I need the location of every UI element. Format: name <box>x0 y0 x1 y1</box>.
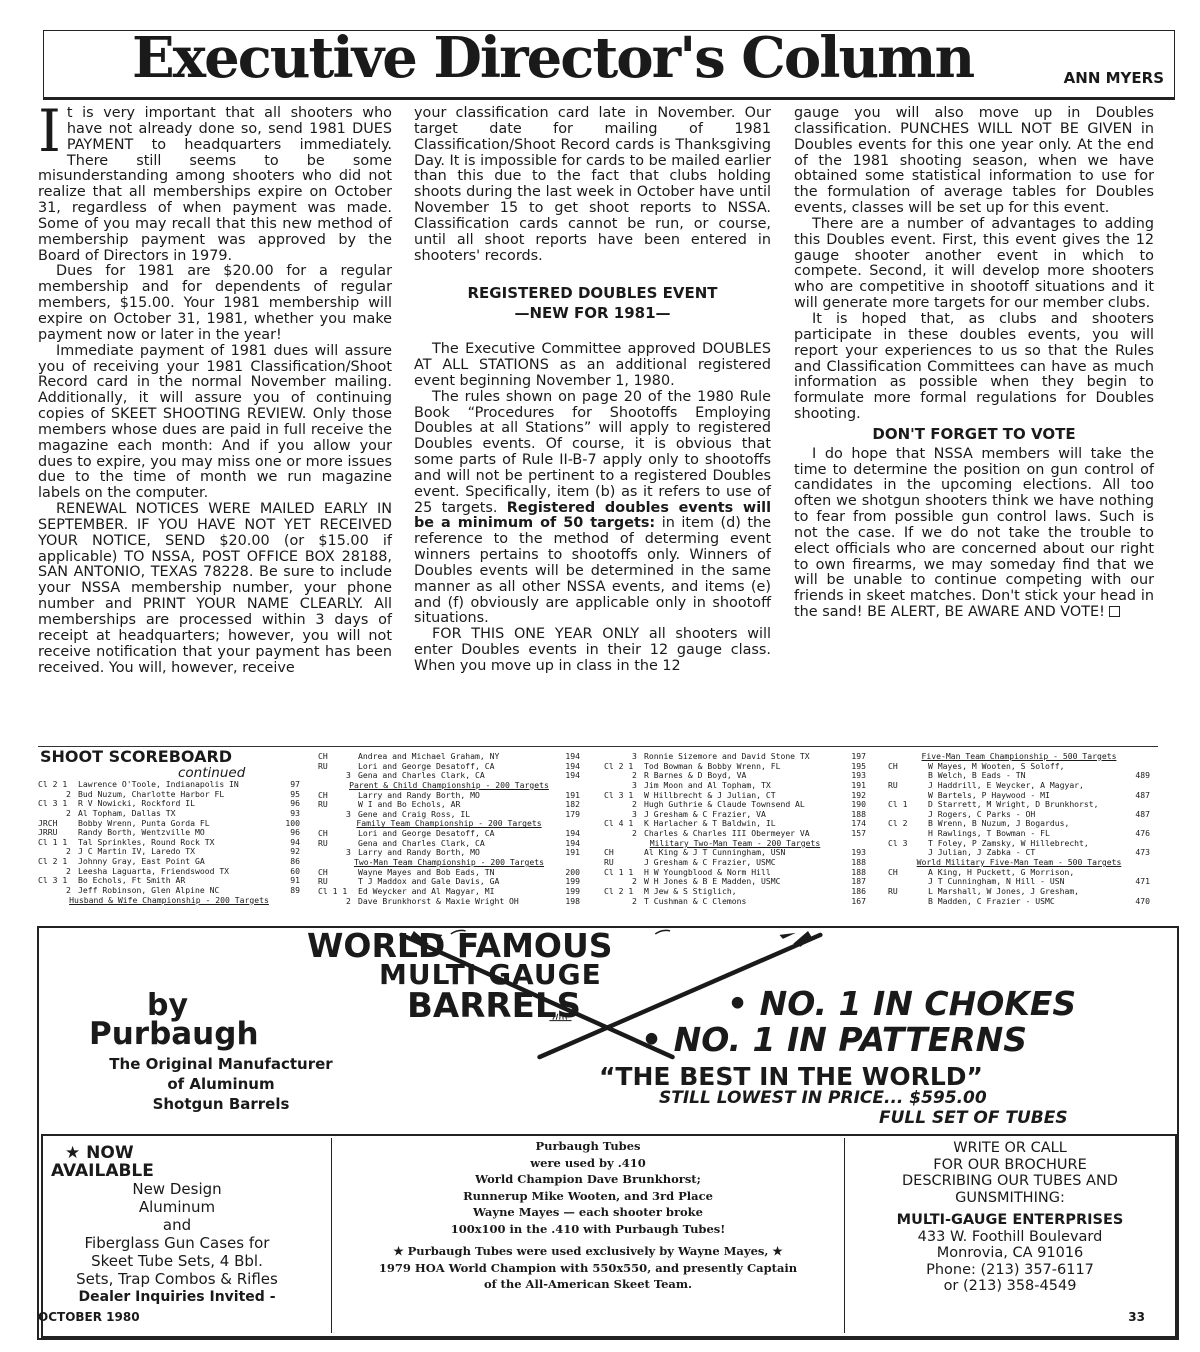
scoreboard-score: 193 <box>851 770 866 781</box>
article-paragraph: It is hoped that, as clubs and shooters participate in these doubles events, you will report your experiences to us so that the Rules and Classification Committees can have as much information as possible when they begin to formulate more formal regulations for Doubles shooting. <box>794 310 1154 423</box>
scoreboard-score: 200 <box>565 866 580 877</box>
scoreboard-score: 86 <box>290 856 300 867</box>
scoreboard-class: 2 <box>632 895 637 906</box>
scoreboard-name: Johnny Gray, East Point GA <box>78 856 205 867</box>
byline: ANN MYERS <box>1063 69 1164 87</box>
scoreboard-class: Cl 1 1 <box>38 836 68 847</box>
banner-flourish <box>655 930 670 934</box>
scoreboard-score: 489 <box>1135 770 1150 781</box>
scoreboard-column-3 <box>604 752 866 906</box>
scoreboard-class: Cl 2 1 <box>38 856 68 867</box>
scoreboard-name: B Wrenn, B Nuzum, J Bogardus, <box>928 818 1070 829</box>
scoreboard-name: J T Cunningham, N Hill - USN <box>928 876 1065 887</box>
scoreboard-score: 194 <box>565 837 580 848</box>
scoreboard-name: Larry and Randy Borth, MO <box>358 789 480 800</box>
scoreboard-class: 3 <box>632 751 637 761</box>
scoreboard-score: 174 <box>851 818 866 829</box>
scoreboard-name: Andrea and Michael Graham, NY <box>358 751 500 761</box>
scoreboard-event-heading: Military Two-Man Team - 200 Targets <box>649 837 821 848</box>
scoreboard-event-heading: World Military Five-Man Team - 500 Targets <box>916 857 1122 868</box>
scoreboard-name: J Haddrill, E Weycker, A Magyar, <box>928 779 1084 790</box>
scoreboard-score: 190 <box>851 799 866 810</box>
scoreboard-score: 187 <box>851 876 866 887</box>
scoreboard-class: Cl 1 <box>888 799 908 810</box>
scoreboard-class: 3 <box>346 770 351 781</box>
scoreboard-score: 487 <box>1135 808 1150 819</box>
article-paragraph: FOR THIS ONE YEAR ONLY all shooters will enter Doubles events in their 12 gauge class. When you move up in class in the 12 <box>414 626 771 674</box>
scoreboard-class: 2 <box>66 865 71 876</box>
scoreboard-class: RU <box>318 799 328 810</box>
scoreboard-name: L Marshall, W Jones, J Gresham, <box>928 885 1080 896</box>
scoreboard-score: 96 <box>290 798 300 809</box>
scoreboard-class: 2 <box>66 807 71 818</box>
barrel-fin <box>779 933 795 939</box>
scoreboard-score: 194 <box>565 751 580 761</box>
scoreboard-name: W Hillbrecht & J Julian, CT <box>644 789 776 800</box>
ad-claim: • NO. 1 IN CHOKES <box>727 984 1077 1023</box>
scoreboard-name: W Bartels, P Haywood - MI <box>928 789 1050 800</box>
scoreboard-name: Leesha Laguarta, Friendswood TX <box>78 865 230 876</box>
advertisement <box>37 926 1179 1340</box>
scoreboard-class: Cl 2 1 <box>604 885 634 896</box>
scoreboard-score: 470 <box>1135 895 1150 906</box>
page-number: 33 <box>1128 1310 1145 1324</box>
ad-headline: BARRELS <box>407 986 581 1026</box>
scoreboard-score: 199 <box>565 876 580 887</box>
scoreboard-score: 186 <box>851 885 866 896</box>
emphasis-text: Registered doubles events will be a minimum of 50 targets: <box>414 499 772 532</box>
column-header <box>43 25 1175 100</box>
scoreboard-score: 193 <box>851 847 866 858</box>
ad-headline: MULTI GAUGE <box>379 958 602 991</box>
scoreboard-score: 60 <box>290 865 300 876</box>
ad-champions-panel: Purbaugh Tubes were used by .410 World Champion Dave Brunkhorst; Runnerup Mike Wooten, and 3rd Place Wayne Mayes — each shooter broke 100x100 in the .410 with Purbaugh Tubes! ★ Purbaugh Tubes were used exclusively by Wayne Mayes, ★ 1979 HOA World Champion with 550x550, and presently Captain of the All-American Skeet Team. <box>331 1138 845 1333</box>
scoreboard-name: Gene and Craig Ross, IL <box>358 808 471 819</box>
scoreboard-name: Bo Echols, Ft Smith AR <box>78 875 186 886</box>
scoreboard-class: CH <box>604 847 614 858</box>
scoreboard-name: Tal Sprinkles, Round Rock TX <box>78 836 215 847</box>
scoreboard-name: B Madden, C Frazier - USMC <box>928 895 1055 906</box>
scoreboard-score: 91 <box>290 875 300 886</box>
scoreboard-name: Ronnie Sizemore and David Stone TX <box>644 751 810 761</box>
article-paragraph: Immediate payment of 1981 dues will assure you of receiving your 1981 Classification/Shoot Record card in the normal November mailing. Additionally, it will assure you of continuing copies of SKEET SHOOTING REVIEW. Only those members whose dues are paid in full receive the magazine each month: And if you allow your dues to expire, you may miss one or more issues due to the time of month we run magazine labels on the computer. <box>38 342 392 502</box>
scoreboard-score: 195 <box>851 760 866 771</box>
scoreboard-score: 188 <box>851 866 866 877</box>
scoreboard-name: Jim Moon and Al Topham, TX <box>644 779 771 790</box>
article-column-2 <box>414 106 771 675</box>
scoreboard-name: J Gresham & C Frazier, VA <box>644 808 766 819</box>
scoreboard-name: Lori and George Desatoff, CA <box>358 760 495 771</box>
scoreboard-class: Cl 3 1 <box>604 789 634 800</box>
article-paragraph: RENEWAL NOTICES WERE MAILED EARLY IN SEPTEMBER. IF YOU HAVE NOT YET RECEIVED YOUR NOTICE, SEND $20.00 (or $15.00 if applicable) TO NSSA, POST OFFICE BOX 28188, SAN ANTONIO, TEXAS 78228. Be sure to include your NSSA membership number, your phone number and PRINT YOUR NAME CLEARLY. All memberships are processed within 3 days of receipt at headquarters; however, you will not receive notification that your payment has been received. You will, however, receive <box>38 501 392 676</box>
scoreboard-class: Cl 3 1 <box>38 798 68 809</box>
scoreboard-event-heading: Two-Man Team Championship - 200 Targets <box>353 857 545 868</box>
issue-date: OCTOBER 1980 <box>38 1310 140 1324</box>
scoreboard-row <box>888 897 1150 907</box>
scoreboard-score: 473 <box>1135 847 1150 858</box>
scoreboard-class: Cl 1 1 <box>318 885 348 896</box>
scoreboard-column-2 <box>318 752 580 906</box>
ad-price: STILL LOWEST IN PRICE... $595.00 <box>659 1088 987 1108</box>
scoreboard-score: 100 <box>285 817 300 828</box>
scoreboard-name: M Jew & S Stiglich, <box>644 885 737 896</box>
scoreboard-name: W Mayes, M Wooten, S Soloff, <box>928 760 1065 771</box>
scoreboard-score: 95 <box>290 788 300 799</box>
article-column-3 <box>794 106 1154 621</box>
scoreboard-name: D Starrett, M Wright, D Brunkhorst, <box>928 799 1099 810</box>
scoreboard-name: T Foley, P Zamsky, W Hillebrecht, <box>928 837 1089 848</box>
scoreboard-score: 89 <box>290 885 300 896</box>
scoreboard-name: J Gresham & C Frazier, USMC <box>644 857 776 868</box>
scoreboard-name: A King, H Puckett, G Morrison, <box>928 866 1075 877</box>
scoreboard-name: Al King & J T Cunningham, USN <box>644 847 786 858</box>
scoreboard-score: 182 <box>565 799 580 810</box>
scoreboard-event-heading: Five-Man Team Championship - 500 Targets <box>921 751 1117 761</box>
ad-slogan: “THE BEST IN THE WORLD” <box>599 1062 983 1091</box>
scoreboard-name: T J Maddox and Gale Davis, GA <box>358 876 500 887</box>
scoreboard-class: RU <box>888 885 898 896</box>
scoreboard-class: CH <box>318 828 328 839</box>
scoreboard-column-4 <box>888 752 1150 906</box>
scoreboard-class: 3 <box>346 808 351 819</box>
scoreboard-score: 194 <box>565 770 580 781</box>
scoreboard-class: CH <box>318 751 328 761</box>
scoreboard-class: 2 <box>66 788 71 799</box>
scoreboard-column-1 <box>38 780 300 905</box>
scoreboard-score: 194 <box>565 760 580 771</box>
ad-headline: WORLD FAMOUS <box>307 926 613 965</box>
scoreboard-class: RU <box>604 857 614 868</box>
article-paragraph: The Executive Committee approved DOUBLES AT ALL STATIONS as an additional registered event beginning November 1, 1980. <box>414 341 771 389</box>
scoreboard-name: J Julian, J Zabka - CT <box>928 847 1036 858</box>
scoreboard-class: RU <box>318 876 328 887</box>
scoreboard-name: Al Topham, Dallas TX <box>78 807 176 818</box>
scoreboard-name: Dave Brunkhorst & Maxie Wright OH <box>358 895 519 906</box>
scoreboard-name: Gena and Charles Clark, CA <box>358 837 485 848</box>
scoreboard-row <box>318 897 580 907</box>
scoreboard-class: Cl 1 1 <box>604 866 634 877</box>
scoreboard-score: 197 <box>851 751 866 761</box>
scoreboard-event-heading: Family Team Championship - 200 Targets <box>356 818 542 829</box>
article-paragraph: I do hope that NSSA members will take the time to determine the position on gun control of candidates in the upcoming elections. All too often we shotgun shooters think we have nothing to fear from possible gun control laws. Such is not the case. If we do not take the trouble to elect officials who are concerned about our right to own firearms, we may someday find that we will be unable to continue competing with our friends in skeet matches. Don't stick your head in the sand! BE ALERT, BE AWARE AND VOTE! <box>794 445 1154 621</box>
scoreboard-score: 179 <box>565 808 580 819</box>
ad-contact-panel: WRITE OR CALL FOR OUR BROCHURE DESCRIBING OUR TUBES AND GUNSMITHING: MULTI-GAUGE ENTERPRISES 433 W. Foothill Boulevard Monrovia, CA 91016 Phone: (213) 357-6117 or (213) 358-4549 <box>896 1140 1124 1294</box>
scoreboard-class: 2 <box>66 846 71 857</box>
scoreboard-class: 2 <box>346 895 351 906</box>
scoreboard-class: CH <box>318 789 328 800</box>
column-title: Executive Director's Column <box>132 25 974 91</box>
scoreboard-name: H Rawlings, T Bowman - FL <box>928 828 1050 839</box>
checkbox-icon <box>1109 606 1120 617</box>
article-paragraph: gauge you will also move up in Doubles classification. PUNCHES WILL NOT BE GIVEN in Doubles events for this one year only. At the end of the 1981 shooting season, when we have obtained some statistical information to use for the formulation of average tables for Doubles events, classes will be set up for this event. <box>794 105 1154 217</box>
ad-cases-panel: ★ NOW AVAILABLE New Design Aluminum and Fiberglass Gun Cases for Skeet Tube Sets, 4 Bbl. Sets, Trap Combos & Rifles Dealer Inquiries Invited - <box>51 1143 278 1305</box>
scoreboard-name: T Cushman & C Clemons <box>644 895 747 906</box>
scoreboard-score: 188 <box>851 808 866 819</box>
ad-brand: Purbaugh <box>89 1016 259 1052</box>
article-paragraph: The rules shown on page 20 of the 1980 Rule Book “Procedures for Shootoffs Employing Doubles at all Stations” will apply to registered Doubles events. Of course, it is obvious that some parts of Rule II-B-7 apply only to shootoffs and will not be pertinent to a registered Doubles event. Specifically, item (b) as it refers to use of 25 targets. Registered doubles events will be a minimum of 50 targets: in item (d) the reference to the method of determing event winners pertains to shootoffs only. Winners of Doubles events will be determined in the same manner as all other NSSA events, and items (e) and (f) obviously are applicable only in shootoff situations. <box>414 388 772 627</box>
ad-price-note: FULL SET OF TUBES <box>879 1108 1068 1128</box>
scoreboard-name: Lawrence O'Toole, Indianapolis IN <box>78 779 239 789</box>
scoreboard-name: Lori and George Desatoff, CA <box>358 828 495 839</box>
scoreboard-score: 191 <box>851 779 866 790</box>
article-paragraph: There are a number of advantages to adding this Doubles event. First, this event gives the 12 gauge shooter another event in which to compete. Second, it will develop more shooters who are competitive in shootoff situations and it will generate more targets for our member clubs. <box>794 215 1154 312</box>
article-paragraph: your classification card late in November. Our target date for mailing of 1981 Classification/Shoot Record cards is Thanksgiving Day. It is impossible for cards to be mailed earlier than this due to the fact that clubs holding shoots during the last week in October have until November 15 to get shoot reports to NSSA. Classification cards cannot be run, or course, until all shoot reports have been entered in shooters' records. <box>414 105 771 264</box>
scoreboard-name: J C Martin IV, Laredo TX <box>78 846 195 857</box>
scoreboard-name: Jeff Robinson, Glen Alpine NC <box>78 885 220 896</box>
scoreboard-class: Cl 2 <box>888 818 908 829</box>
scoreboard-class: 3 <box>632 779 637 790</box>
scoreboard-class: 2 <box>632 828 637 839</box>
scoreboard-score: 191 <box>565 789 580 800</box>
scoreboard-class: CH <box>888 760 898 771</box>
scoreboard-class: JRCH <box>38 817 58 828</box>
scoreboard-class: 2 <box>632 770 637 781</box>
scoreboard-class: Cl 2 1 <box>604 760 634 771</box>
scoreboard-class: Cl 4 1 <box>604 818 634 829</box>
scoreboard-name: W I and Bo Echols, AR <box>358 799 461 810</box>
scoreboard-class: 2 <box>632 799 637 810</box>
scoreboard-event-heading: Husband & Wife Championship - 200 Targets <box>69 894 269 905</box>
ad-tagline: The Original Manufacturer of Aluminum Shotgun Barrels <box>109 1055 333 1113</box>
scoreboard-name: R V Nowicki, Rockford IL <box>78 798 195 809</box>
scoreboard-score: 198 <box>565 895 580 906</box>
scoreboard-class: 3 <box>346 847 351 858</box>
scoreboard-name: R Barnes & D Boyd, VA <box>644 770 747 781</box>
article-column-1 <box>38 97 392 676</box>
scoreboard-score: 93 <box>290 807 300 818</box>
scoreboard-class: Cl 3 <box>888 837 908 848</box>
scoreboard-class: CH <box>318 866 328 877</box>
scoreboard-score: 188 <box>851 857 866 868</box>
scoreboard-name: K Harlacher & T Baldwin, IL <box>644 818 776 829</box>
scoreboard-name: Hugh Guthrie & Claude Townsend AL <box>644 799 805 810</box>
scoreboard-name: Tod Bowman & Bobby Wrenn, FL <box>644 760 781 771</box>
scoreboard-class: Cl 3 1 <box>38 875 68 886</box>
scoreboard-class: 2 <box>632 876 637 887</box>
drop-cap: I <box>38 97 61 165</box>
scoreboard-score: 94 <box>290 836 300 847</box>
scoreboard-event-heading: Parent & Child Championship - 200 Targets <box>349 779 549 790</box>
section-subheading: —NEW FOR 1981— <box>514 304 671 323</box>
scoreboard-class: Cl 2 1 <box>38 779 68 789</box>
scoreboard-class: RU <box>318 760 328 771</box>
scoreboard-score: 96 <box>290 827 300 838</box>
scoreboard-score: 167 <box>851 895 866 906</box>
scoreboard-name: Ed Weycker and Al Magyar, MI <box>358 885 495 896</box>
scoreboard-name: Bobby Wrenn, Punta Gorda FL <box>78 817 210 828</box>
scoreboard-score: 487 <box>1135 789 1150 800</box>
scoreboard-name: B Welch, B Eads - TN <box>928 770 1026 781</box>
scoreboard-name: Charles & Charles III Obermeyer VA <box>644 828 810 839</box>
scoreboard-name: Randy Borth, Wentzville MO <box>78 827 205 838</box>
scoreboard-class: 2 <box>66 885 71 896</box>
scoreboard-row <box>604 897 866 907</box>
scoreboard-subtitle: continued <box>178 765 246 781</box>
scoreboard-score: 92 <box>290 846 300 857</box>
scoreboard-score: 194 <box>565 828 580 839</box>
scoreboard-name: Larry and Randy Borth, MO <box>358 847 480 858</box>
scoreboard-name: Wayne Mayes and Bob Eads, TN <box>358 866 495 877</box>
ad-claim: • NO. 1 IN PATTERNS <box>641 1020 1028 1059</box>
article-paragraph: It is very important that all shooters who have not already done so, send 1981 DUES PAYMENT to headquarters immediately. There still seems to be some misunderstanding among shooters who did not realize that all memberships expire on October 31, regardless of when payment was made. Some of you may recall that this new method of membership payment was approved by the Board of Directors in 1979. <box>38 97 392 264</box>
scoreboard-name: Gena and Charles Clark, CA <box>358 770 485 781</box>
scoreboard-title: SHOOT SCOREBOARD <box>40 747 233 766</box>
scoreboard-score: 157 <box>851 828 866 839</box>
barrel-fin <box>793 931 811 947</box>
scoreboard-name: Bud Nuzum, Charlotte Harbor FL <box>78 788 225 799</box>
ad-by: by <box>147 988 189 1023</box>
scoreboard-score: 471 <box>1135 876 1150 887</box>
scoreboard-score: 192 <box>851 789 866 800</box>
scoreboard-score: 199 <box>565 885 580 896</box>
scoreboard-score: 97 <box>290 779 300 789</box>
scoreboard-name: W H Jones & B E Madden, USMC <box>644 876 781 887</box>
scoreboard-name: J Rogers, C Parks - OH <box>928 808 1036 819</box>
scoreboard-class: RU <box>318 837 328 848</box>
section-heading: REGISTERED DOUBLES EVENT <box>467 284 718 303</box>
scoreboard-class: RU <box>888 779 898 790</box>
scoreboard-class: 3 <box>632 808 637 819</box>
scoreboard-name: H W Youngblood & Norm Hill <box>644 866 771 877</box>
scoreboard-class: CH <box>888 866 898 877</box>
article-paragraph: Dues for 1981 are $20.00 for a regular membership and for dependents of regular members, $15.00. Your 1981 membership will expire on October 31, 1981, whether you make payment now or later in the year! <box>38 263 392 343</box>
scoreboard-class: JRRU <box>38 827 58 838</box>
ad-info-box <box>41 1134 1177 1338</box>
section-heading: DON'T FORGET TO VOTE <box>872 424 1076 443</box>
scoreboard-score: 191 <box>565 847 580 858</box>
scoreboard-score: 476 <box>1135 828 1150 839</box>
